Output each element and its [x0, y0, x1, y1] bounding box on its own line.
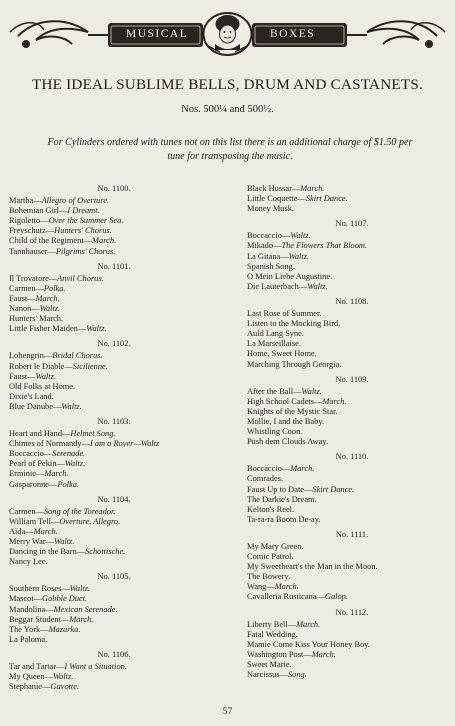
tune-title: O Mein Liebe Augustine. — [247, 271, 333, 281]
tune-line — [9, 236, 219, 246]
tune-title: Washington Post— — [247, 649, 312, 659]
tune-line — [9, 547, 219, 557]
tune-line — [9, 324, 219, 334]
tune-line — [247, 194, 455, 204]
tune-title: La Marseillaise. — [247, 339, 301, 349]
tune-title: Lohengrin— — [9, 351, 53, 361]
tune-subtitle: Bridal Chorus. — [52, 351, 103, 361]
banner-word-right: BOXES — [270, 28, 316, 40]
tune-line — [247, 387, 455, 397]
section-number: No. 1112. — [335, 607, 369, 617]
tune-title: Die Lauterbach— — [247, 281, 308, 291]
tune-line — [247, 329, 455, 339]
tune-subtitle: Allegro of Overture. — [41, 196, 110, 206]
tune-title: Boccaccio— — [247, 231, 291, 241]
tune-section — [247, 608, 455, 681]
tune-title: Liberty Bell— — [247, 619, 297, 629]
tune-title: Gasparonne— — [9, 479, 58, 489]
tune-line — [247, 407, 455, 417]
tune-line — [9, 274, 219, 284]
tune-line — [247, 592, 455, 602]
tune-line — [9, 625, 219, 635]
tune-title: Merry War— — [9, 537, 54, 546]
tune-subtitle: Waltz. — [39, 304, 61, 314]
tune-title: Little Coquette— — [247, 194, 306, 204]
tune-title: Mamie Come Kiss Your Honey Boy. — [247, 639, 370, 649]
tune-section — [247, 452, 455, 525]
tune-line — [9, 605, 219, 615]
section-number: No. 1103. — [97, 416, 131, 426]
tune-subtitle: Waltz. — [54, 537, 75, 546]
tune-subtitle: Skirt Dance. — [305, 194, 348, 204]
section-number: No. 1107. — [335, 219, 369, 229]
tune-section — [9, 339, 219, 412]
tune-line — [247, 349, 455, 359]
tune-line — [9, 351, 219, 361]
tune-title: Tar and Tartar— — [9, 662, 65, 672]
tune-line — [247, 640, 455, 650]
tune-title: My Mary Green. — [247, 542, 304, 551]
tune-subtitle: Waltz. — [69, 584, 91, 594]
right-column — [247, 184, 455, 685]
tune-title: Sweet Marie. — [247, 660, 292, 670]
tune-subtitle: March. — [290, 464, 315, 474]
tune-title: Narcissus— — [247, 670, 288, 680]
tune-line — [9, 557, 219, 567]
section-number: No. 1109. — [335, 374, 369, 384]
tune-line — [9, 662, 219, 672]
tune-line — [247, 670, 455, 680]
tune-line — [9, 402, 219, 412]
tune-line — [9, 216, 219, 226]
tune-subtitle: March. — [300, 184, 325, 193]
tune-subtitle: Waltz. — [301, 386, 322, 396]
tune-title: William Tell— — [9, 516, 60, 526]
tune-title: Fatal Wedding. — [247, 629, 298, 639]
tune-section — [9, 262, 219, 335]
tune-line — [9, 537, 219, 547]
tune-line — [247, 427, 455, 437]
tune-line — [9, 449, 219, 459]
tune-title: Martha— — [9, 196, 42, 206]
tune-line — [247, 339, 455, 349]
tune-line — [9, 362, 219, 372]
section-number: No. 1104. — [97, 494, 131, 504]
tune-title: La Gitana— — [247, 251, 289, 261]
tune-line — [9, 594, 219, 604]
tune-subtitle: March. — [274, 582, 299, 592]
tune-line — [247, 474, 455, 484]
tune-line — [247, 397, 455, 407]
section-number: No. 1105. — [97, 572, 131, 582]
tune-title: Pearl of Pekin— — [9, 459, 65, 469]
tune-title: Child of the Regiment— — [9, 236, 93, 246]
tune-line — [247, 184, 455, 194]
tune-title: Black Hussar— — [247, 184, 301, 193]
tune-line — [247, 582, 455, 592]
tune-title: Heart and Hand— — [9, 429, 71, 439]
tune-line — [9, 206, 219, 216]
tune-title: Aïda— — [9, 526, 34, 536]
tune-title: Kelton's Reel. — [247, 504, 295, 514]
tune-line — [247, 660, 455, 670]
tune-line — [9, 527, 219, 537]
tune-line — [9, 439, 219, 449]
pricing-note: For Cylinders ordered with tunes not on this list there is an additional charge of $1.50 per tune for transposing the music. — [47, 137, 413, 162]
tune-title: Tannhauser— — [9, 246, 56, 256]
tune-line — [9, 635, 219, 645]
tune-title: Whistling Coon. — [247, 427, 303, 437]
page-number: 57 — [222, 707, 233, 717]
tune-subtitle: Schottische. — [85, 547, 126, 557]
tune-title: Freyschutz— — [9, 226, 55, 236]
tune-line — [9, 682, 219, 692]
tune-line — [9, 294, 219, 304]
tune-line — [247, 437, 455, 447]
catalog-numbers: Nos. 500¼ and 500½. — [181, 104, 274, 115]
tune-title: Last Rose of Summer. — [247, 309, 322, 319]
tune-title: Faust Up to Date— — [247, 484, 313, 494]
banner-word-left: MUSICAL — [126, 28, 189, 40]
tune-title: Dixie's Land. — [9, 391, 54, 401]
tune-title: La Paloma. — [9, 634, 48, 644]
tune-title: My Sweetheart's the Man in the Moon. — [247, 562, 378, 572]
tune-title: Listen to the Mocking Bird. — [247, 319, 341, 329]
tune-title: Auld Lang Syne. — [247, 329, 304, 339]
tune-subtitle: Waltz. — [35, 371, 56, 381]
tune-line — [247, 231, 455, 241]
section-number: No. 1110. — [335, 452, 369, 462]
tune-title: Wang— — [247, 582, 275, 592]
tune-section — [9, 417, 219, 490]
tune-section — [9, 495, 219, 568]
tune-title: Il Trovatore— — [9, 273, 58, 283]
page-title: THE IDEAL SUBLIME BELLS, DRUM AND CASTANETS. — [32, 76, 423, 93]
tune-title: Nancy Lee. — [9, 557, 48, 567]
tune-subtitle: Song. — [287, 670, 307, 680]
tune-subtitle: Serenade. — [52, 449, 86, 459]
tune-title: Boccaccio— — [247, 464, 291, 474]
tune-line — [247, 464, 455, 474]
tune-subtitle: Mazurka. — [48, 624, 81, 634]
tune-section — [9, 650, 219, 692]
tune-subtitle: Waltz. — [307, 281, 328, 291]
section-number: No. 1100. — [97, 184, 131, 193]
tune-title: Dancing in the Barn— — [9, 547, 86, 557]
tune-subtitle: Waltz. — [52, 672, 74, 682]
tune-line — [9, 672, 219, 682]
tune-title: Southern Roses— — [9, 584, 70, 594]
tune-line — [9, 314, 219, 324]
tune-subtitle: Galop. — [324, 592, 348, 602]
tune-subtitle: March. — [33, 526, 58, 536]
tune-subtitle: March. — [311, 649, 336, 659]
tune-line — [247, 241, 455, 251]
tune-section — [9, 572, 219, 645]
tune-subtitle: March. — [296, 619, 321, 629]
tune-title: Comrades. — [247, 474, 284, 484]
tune-subtitle: Gobble Duet. — [42, 594, 88, 604]
tune-title: Nanon— — [9, 304, 40, 314]
tune-section — [247, 530, 455, 603]
tune-title: Robert le Diable— — [9, 361, 73, 371]
tune-title: Faust— — [9, 371, 36, 381]
tune-title: Home, Sweet Home. — [247, 349, 317, 359]
tune-title: Push dem Clouds Away. — [247, 437, 329, 447]
tune-section — [247, 375, 455, 448]
tune-line — [247, 360, 455, 370]
tune-title: Bohemian Girl— — [9, 206, 68, 216]
tune-line — [247, 572, 455, 582]
tune-subtitle: Waltz. — [64, 459, 86, 469]
tune-line — [9, 392, 219, 402]
tune-subtitle: Anvil Chorus. — [57, 273, 104, 283]
tune-subtitle: March. — [69, 614, 94, 624]
tune-section — [9, 184, 219, 257]
tune-title: Blue Danube— — [9, 401, 62, 411]
tune-subtitle: March. — [322, 396, 347, 406]
tune-line — [247, 417, 455, 427]
tune-title: Ta-ra-ra Boom De-ay. — [247, 514, 321, 524]
tune-title: Knights of the Mystic Star. — [247, 406, 338, 416]
tune-title: Mollie, I and the Baby. — [247, 416, 325, 426]
tune-subtitle: Overture. Allegro. — [59, 516, 121, 526]
tune-subtitle: Waltz. — [288, 251, 310, 261]
tune-title: Money Musk. — [247, 204, 294, 214]
tune-title: Chimes of Normandy— — [9, 439, 90, 449]
section-number: No. 1106. — [97, 649, 131, 659]
tune-line — [247, 252, 455, 262]
tune-line — [247, 495, 455, 505]
tune-line — [247, 282, 455, 292]
tune-line — [247, 262, 455, 272]
tune-subtitle: Pilgrims' Chorus. — [55, 246, 116, 256]
tune-line — [247, 542, 455, 552]
banner-ornament-graphic — [8, 6, 447, 56]
tune-line — [9, 284, 219, 294]
tune-line — [247, 562, 455, 572]
tune-subtitle: Hunters' Chorus. — [54, 226, 112, 236]
tune-line — [9, 480, 219, 490]
tune-title: Erminie— — [9, 469, 45, 479]
tune-title: My Queen— — [9, 672, 53, 682]
tune-subtitle: Song of the Toreador. — [43, 506, 116, 516]
tune-subtitle: Gavotte. — [50, 682, 80, 692]
tune-subtitle: Waltz. — [86, 324, 107, 334]
tune-title: Spanish Song. — [247, 261, 295, 271]
section-number: No. 1111. — [335, 529, 369, 539]
tune-title: Little Fisher Maiden— — [9, 324, 87, 334]
tune-line — [247, 272, 455, 282]
tune-line — [9, 304, 219, 314]
tune-title: Carmen— — [9, 283, 44, 293]
section-number: No. 1102. — [97, 339, 131, 349]
tune-title: After the Ball— — [247, 386, 302, 396]
tune-title: The Bowery. — [247, 572, 291, 582]
tune-line — [9, 382, 219, 392]
tune-line — [247, 515, 455, 525]
tune-line — [247, 620, 455, 630]
section-number: No. 1108. — [335, 296, 369, 306]
left-column — [9, 184, 219, 697]
tune-line — [9, 196, 219, 206]
tune-line — [247, 630, 455, 640]
tune-line — [9, 226, 219, 236]
tune-subtitle: The Flowers That Bloom. — [281, 241, 368, 251]
tune-section — [247, 184, 455, 214]
tune-title: High School Cadets— — [247, 396, 323, 406]
tune-subtitle: March. — [35, 293, 60, 303]
tune-line — [247, 650, 455, 660]
tune-line — [9, 615, 219, 625]
tune-title: Mascot— — [9, 594, 43, 604]
tune-title: Old Folks at Home. — [9, 381, 76, 391]
tune-line — [9, 247, 219, 257]
tune-subtitle: I am a Rover—Waltz — [89, 439, 160, 449]
tune-title: Boccaccio— — [9, 449, 53, 459]
tune-section — [247, 219, 455, 292]
tune-subtitle: Waltz. — [61, 401, 82, 411]
tune-subtitle: Polka. — [43, 283, 66, 293]
tune-subtitle: Skirt Dance. — [312, 484, 355, 494]
tune-title: Faust— — [9, 293, 36, 303]
tune-line — [9, 517, 219, 527]
tune-subtitle: March. — [92, 236, 117, 246]
tune-subtitle: Polka. — [57, 479, 80, 489]
tune-title: Beggar Student— — [9, 614, 70, 624]
tune-line — [9, 459, 219, 469]
tune-line — [247, 485, 455, 495]
tune-title: Stephanie— — [9, 682, 51, 692]
tune-line — [247, 505, 455, 515]
tune-title: Mandolina— — [9, 604, 54, 614]
tune-title: Rigoletto— — [9, 216, 49, 226]
section-number: No. 1101. — [97, 261, 131, 271]
tune-subtitle: I Dreamt. — [67, 206, 100, 216]
tune-line — [247, 552, 455, 562]
tune-subtitle: Over the Summer Sea. — [48, 216, 124, 226]
ornamental-banner — [8, 6, 447, 56]
tune-subtitle: Mexican Serenade. — [53, 604, 118, 614]
tune-subtitle: March. — [44, 469, 69, 479]
tune-line — [9, 429, 219, 439]
tune-line — [9, 469, 219, 479]
tune-section — [247, 297, 455, 370]
tune-line — [9, 372, 219, 382]
tune-line — [9, 507, 219, 517]
tune-title: Marching Through Georgia. — [247, 359, 342, 369]
tune-line — [247, 309, 455, 319]
tune-title: Mikado— — [247, 241, 282, 251]
tune-title: The Darkie's Dream. — [247, 494, 317, 504]
tune-title: The York— — [9, 624, 49, 634]
tune-title: Cavalleria Rusticana— — [247, 592, 325, 602]
tune-line — [9, 584, 219, 594]
tune-subtitle: Sicilienne. — [72, 361, 108, 371]
tune-subtitle: Waltz. — [290, 231, 311, 241]
tune-subtitle: Helmet Song. — [70, 429, 116, 439]
tune-title: Hunters' March. — [9, 314, 64, 324]
tune-title: Carmen— — [9, 506, 44, 516]
tune-subtitle: I Want a Situation. — [64, 662, 127, 672]
tune-title: Comic Patrol. — [247, 552, 294, 562]
tune-line — [247, 319, 455, 329]
tune-line — [247, 204, 455, 214]
